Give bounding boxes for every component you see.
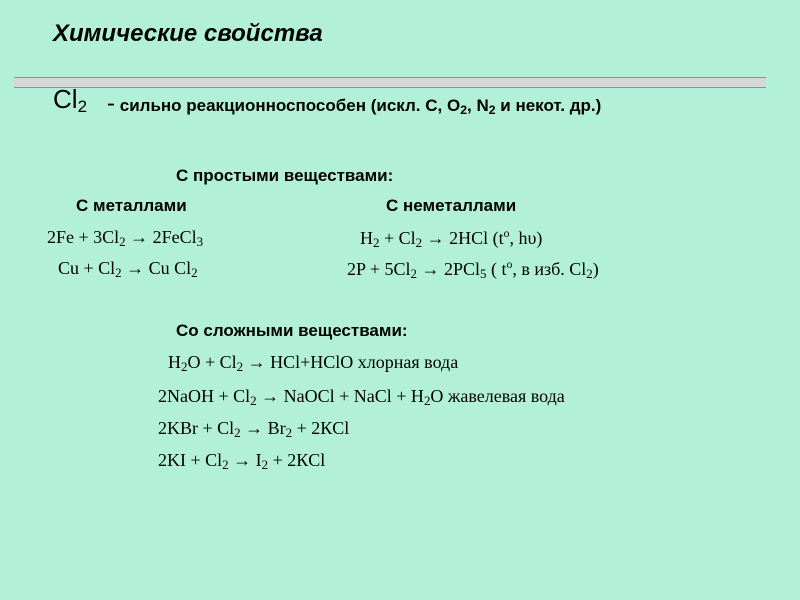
- chlorine-formula: [53, 84, 87, 117]
- complex-reaction-kbr: $2KBr + Cl_2 \to Br_2 + 2КCl$: [158, 418, 350, 440]
- chlorine-subscript: 2: [77, 97, 88, 116]
- reactivity-dash: -: [107, 90, 115, 117]
- metals-heading: С металлами: [76, 196, 187, 215]
- nonmetals-heading: С неметаллами: [386, 196, 517, 215]
- nonmetal-reaction-h2: $H_2 + Cl_2 \to 2HCl$ ($t^о$, hυ): [360, 227, 543, 250]
- metal-reaction-cu: $Cu + Cl_2 \to Cu$ $Cl_2$: [58, 258, 198, 280]
- title-divider: [14, 77, 766, 88]
- chlorine-symbol: Cl: [53, 84, 78, 114]
- slide-title: Химические свойства: [53, 20, 323, 47]
- reactivity-note: - сильно реакционноспособен (искл. С, $О_2$, $N_2$ и некот. др.): [107, 90, 602, 117]
- complex-reaction-ki: $2KI + Cl_2 \to I_2 + 2КCl$: [158, 450, 326, 472]
- nonmetal-reaction-p: $2P + 5Cl_2 \to 2PCl_5$ ( $t^о$, в изб. $Cl_2$): [347, 258, 599, 281]
- complex-reaction-water: $H_2O + Cl_2$ → HCl+HClO хлорная вода: [168, 352, 459, 374]
- simple-substances-heading: С простыми веществами:: [176, 166, 394, 185]
- complex-substances-heading: Со сложными веществами:: [176, 321, 408, 340]
- complex-reaction-naoh: 2NaOH + $Cl_2$ → NaOCl + NaCl + $H_2O$ жавелевая вода: [158, 386, 565, 408]
- metal-reaction-fe: $2Fe + 3Cl_2$ → 2FeCl$_3$: [47, 227, 204, 249]
